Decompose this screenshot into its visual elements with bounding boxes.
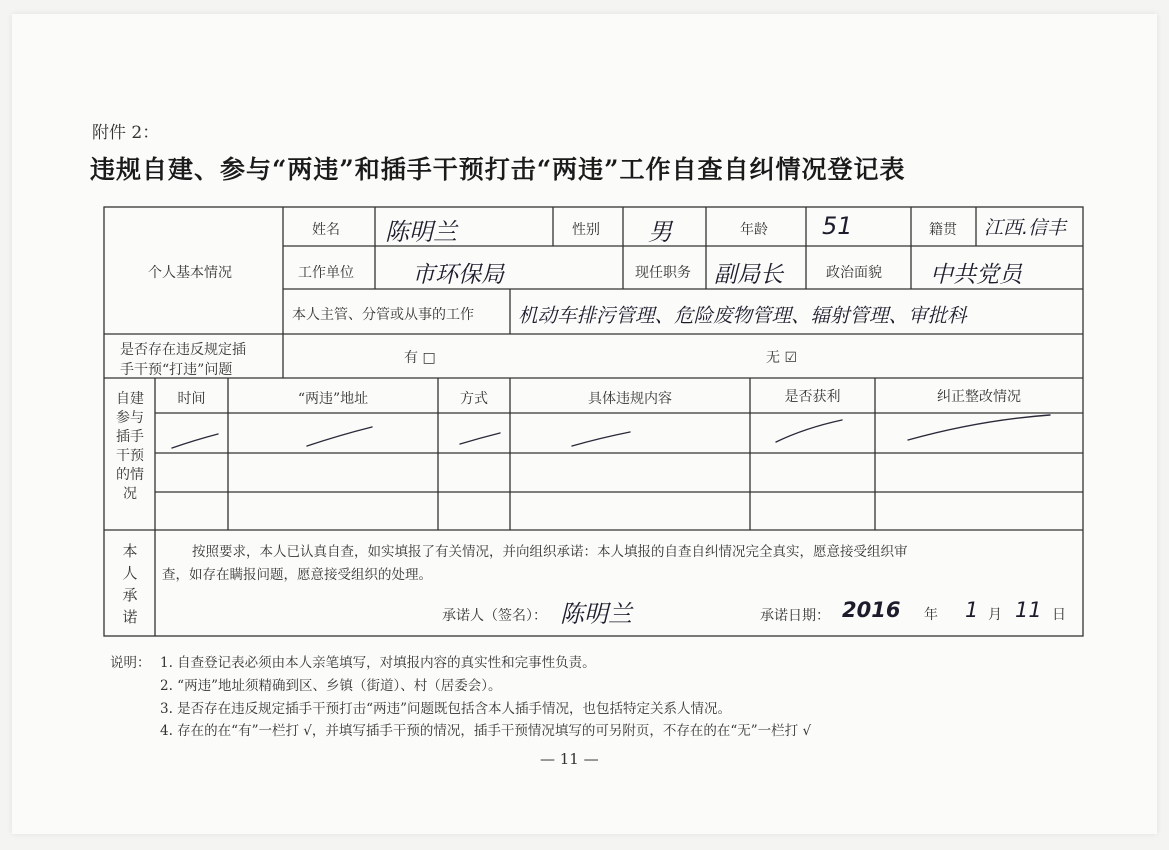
violation-question-line2: 手干预“打违”问题 — [120, 362, 233, 378]
position-label: 现任职务 — [635, 265, 691, 281]
commitment-text-line2: 查，如存在瞒报问题，愿意接受组织的处理。 — [162, 567, 432, 583]
note-item: 4. 存在的在“有”一栏打 √，并填写插手干预的情况，插手干预情况填写的可另附页，不存在的在“无”一栏打 √ — [160, 723, 812, 739]
day-char: 日 — [1052, 607, 1066, 623]
side-label-line: 自建 — [116, 391, 144, 407]
commitment-side-label — [110, 540, 150, 628]
duty-label: 本人主管、分管或从事的工作 — [292, 307, 474, 323]
note-item: 2. “两违”地址须精确到区、乡镇（街道）、村（居委会）。 — [160, 678, 502, 694]
month-char: 月 — [988, 607, 1002, 623]
gender-label: 性别 — [572, 222, 600, 238]
signer-label: 承诺人（签名）： — [442, 608, 547, 624]
date-year: 2016 — [842, 598, 901, 622]
violation-no-checkbox: 无 ☑ — [766, 350, 798, 366]
work-unit-value: 市环保局 — [412, 262, 504, 288]
origin-value: 江西.信丰 — [984, 217, 1067, 239]
note-item: 1. 自查登记表必须由本人亲笔填写，对填报内容的真实性和完事性负责。 — [160, 655, 596, 671]
self-built-side-label — [110, 390, 150, 504]
header-method: 方式 — [460, 391, 488, 407]
position-value: 副局长 — [714, 262, 783, 288]
side-label-line: 承 — [122, 586, 138, 604]
duty-value: 机动车排污管理、危险废物管理、辐射管理、审批科 — [518, 304, 967, 327]
form-title: 违规自建、参与“两违”和插手干预打击“两违”工作自查自纠情况登记表 — [90, 155, 906, 184]
note-item: 3. 是否存在违反规定插手干预打击“两违”问题既包括含本人插手情况，也包括特定关系人情况。 — [160, 701, 731, 717]
date-month: 1 — [965, 598, 979, 622]
date-day: 11 — [1015, 598, 1042, 622]
violation-yes-checkbox: 有 □ — [404, 350, 436, 366]
page-number: — 11 — — [540, 750, 599, 768]
side-label-line: 的情 — [116, 467, 144, 483]
header-time: 时间 — [177, 391, 206, 407]
origin-label: 籍贯 — [929, 222, 957, 238]
notes-prefix: 说明： — [110, 655, 151, 671]
header-content: 具体违规内容 — [588, 391, 672, 407]
header-address: “两违”地址 — [297, 391, 369, 407]
commitment-text-line1: 按照要求，本人已认真自查，如实填报了有关情况，并向组织承诺：本人填报的自查自纠情况完全真实，愿意接受组织审 — [192, 544, 908, 560]
side-label-line: 参与 — [116, 410, 144, 426]
side-label-line: 诺 — [122, 608, 138, 626]
political-label: 政治面貌 — [826, 265, 882, 281]
side-label-line: 况 — [123, 486, 137, 502]
political-value: 中共党员 — [930, 262, 1022, 288]
name-value: 陈明兰 — [385, 218, 457, 246]
side-label-line: 本 — [122, 542, 138, 560]
violation-question-line1: 是否存在违反规定插 — [120, 342, 246, 358]
name-label: 姓名 — [312, 222, 340, 238]
basic-info-section-label: 个人基本情况 — [148, 265, 232, 281]
side-label-line: 人 — [122, 564, 138, 582]
annex-label: 附件 2： — [92, 123, 160, 143]
header-correction: 纠正整改情况 — [937, 389, 1021, 405]
header-profit: 是否获利 — [784, 389, 841, 405]
gender-value: 男 — [648, 218, 672, 246]
side-label-line: 插手 — [116, 429, 144, 445]
work-unit-label: 工作单位 — [298, 265, 354, 281]
side-label-line: 干预 — [116, 448, 144, 464]
year-char: 年 — [924, 607, 938, 623]
age-value: 51 — [822, 212, 853, 240]
date-label: 承诺日期： — [760, 608, 830, 624]
age-label: 年龄 — [740, 222, 768, 238]
signer-signature: 陈明兰 — [560, 600, 632, 628]
